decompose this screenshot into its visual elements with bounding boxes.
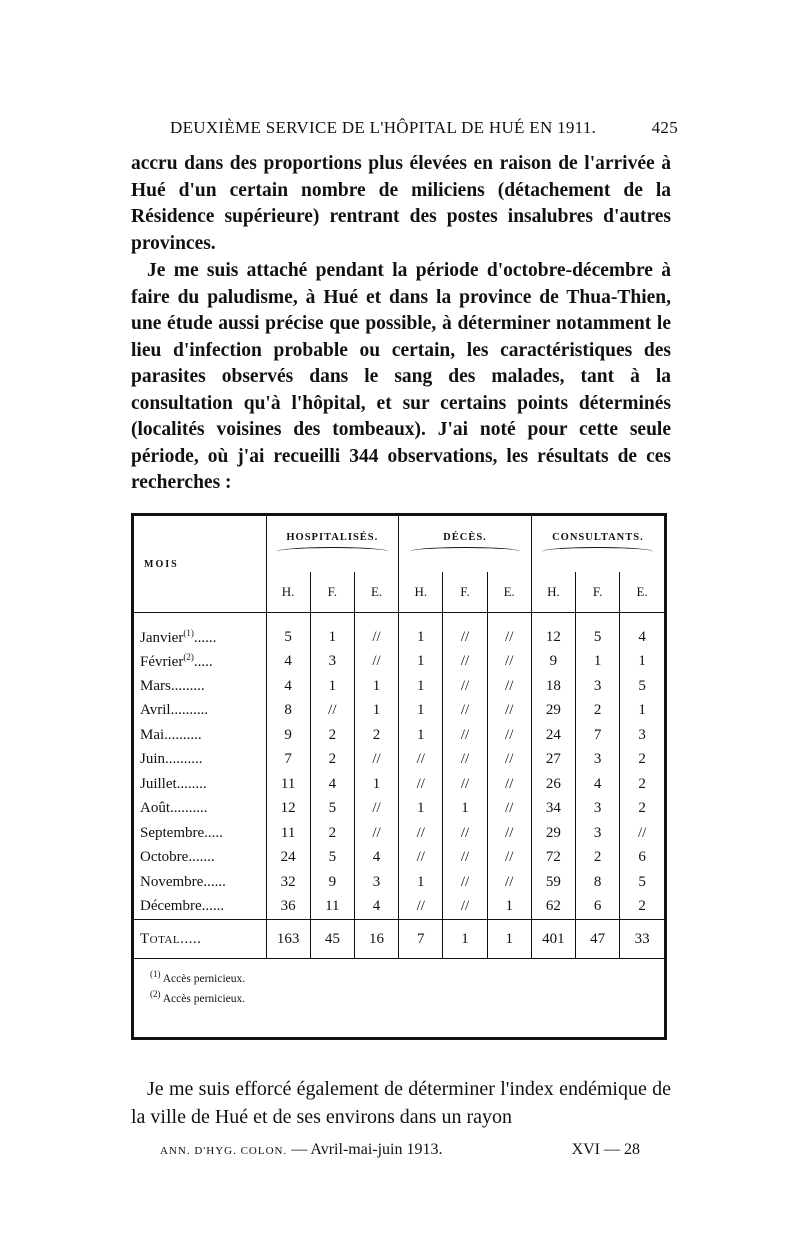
table-row <box>134 613 664 650</box>
month-label: Novembre...... <box>140 873 226 890</box>
table-cell: // <box>443 613 487 650</box>
total-row <box>134 920 664 959</box>
table-cell: 24 <box>266 846 310 871</box>
table-cell: 1 <box>354 699 398 724</box>
table-cell: 9 <box>531 650 575 675</box>
group-header-hospitalises: HOSPITALISÉS. <box>266 516 399 572</box>
month-label: Décembre...... <box>140 898 225 915</box>
table-cell: // <box>443 748 487 773</box>
total-cell: 33 <box>620 920 664 959</box>
table-cell: 2 <box>310 748 354 773</box>
total-cell: 47 <box>576 920 620 959</box>
table-cell: // <box>354 821 398 846</box>
table-cell: 11 <box>310 895 354 920</box>
table-body <box>134 613 664 920</box>
table-cell: // <box>487 870 531 895</box>
table-cell: 59 <box>531 870 575 895</box>
table-cell: // <box>399 748 443 773</box>
table-cell: 27 <box>531 748 575 773</box>
table-cell: 11 <box>266 772 310 797</box>
table-cell: // <box>487 797 531 822</box>
table-cell: 5 <box>620 674 664 699</box>
table-cell: 1 <box>399 870 443 895</box>
table-cell: 1 <box>487 895 531 920</box>
table-cell: 7 <box>576 723 620 748</box>
malaria-table <box>131 513 667 1040</box>
table-cell: 3 <box>354 870 398 895</box>
total-cell: 401 <box>531 920 575 959</box>
table-cell: // <box>487 674 531 699</box>
total-cell: 1 <box>487 920 531 959</box>
table-cell: // <box>487 748 531 773</box>
table-cell: 9 <box>310 870 354 895</box>
month-label: Juillet........ <box>140 775 207 792</box>
table-cell: // <box>399 772 443 797</box>
table-cell: 1 <box>399 674 443 699</box>
subheader: H. <box>266 572 310 613</box>
table-cell: 4 <box>310 772 354 797</box>
table-cell: // <box>443 895 487 920</box>
table-cell: 32 <box>266 870 310 895</box>
table-cell: 5 <box>266 613 310 650</box>
table-row <box>134 821 664 846</box>
month-label: Avril.......... <box>140 702 209 719</box>
month-label: Juin.......... <box>140 751 203 768</box>
table-cell: // <box>399 846 443 871</box>
month-label: Août.......... <box>140 800 208 817</box>
table-cell: 62 <box>531 895 575 920</box>
table-cell: 1 <box>354 772 398 797</box>
table-cell: 4 <box>354 895 398 920</box>
table-cell: 29 <box>531 699 575 724</box>
footer-left: ANN. D'HYG. COLON. — Avril-mai-juin 1913. <box>160 1141 443 1158</box>
paragraph-2: Je me suis attaché pendant la période d'octobre-décembre à faire du paludisme, à Hué et dans la province de Thua-Thien, une étude aussi précise que possible, à déterminer notamment le lieu d'infection probable ou certain, les caractéristiques des parasites observés dans le sang des malades, tant à la consultation qu'à l'hôpital, et sur certains points déterminés (localités voisines des tombeaux). J'ai noté pour cette seule période, où j'ai recueilli 344 observations, les résultats de ces recherches : <box>131 260 671 493</box>
table-row <box>134 846 664 871</box>
table-cell: // <box>487 772 531 797</box>
table-cell: // <box>487 821 531 846</box>
table-footnotes <box>134 959 664 1007</box>
table-cell: 72 <box>531 846 575 871</box>
table-cell: 24 <box>531 723 575 748</box>
table-cell: 3 <box>576 797 620 822</box>
running-title: DEUXIÈME SERVICE DE L'HÔPITAL DE HUÉ EN 1911. <box>170 118 597 137</box>
table-cell: 1 <box>620 699 664 724</box>
table-cell: // <box>399 821 443 846</box>
table-cell: // <box>487 699 531 724</box>
month-label: Janvier$^{(1)}$...... <box>140 627 217 646</box>
table-cell: 12 <box>266 797 310 822</box>
table-cell: 2 <box>576 846 620 871</box>
table-cell: 4 <box>620 613 664 650</box>
table-row <box>134 797 664 822</box>
table-cell: 3 <box>576 674 620 699</box>
table-cell: 2 <box>354 723 398 748</box>
paragraph-1: accru dans des proportions plus élevées en raison de l'arrivée à Hué d'un certain nombre de miliciens (détachement de la Résidence supérieure) rentrant des postes insalubres d'autres provinces. <box>131 153 671 254</box>
group-header-consultants: CONSULTANTS. <box>531 516 664 572</box>
total-cell: 7 <box>399 920 443 959</box>
month-label: Mars......... <box>140 677 205 694</box>
table-cell: 3 <box>620 723 664 748</box>
table-row <box>134 723 664 748</box>
table-cell: 4 <box>266 674 310 699</box>
table-cell: // <box>443 699 487 724</box>
table-cell: 1 <box>443 797 487 822</box>
table-cell: 1 <box>399 613 443 650</box>
table-cell: 29 <box>531 821 575 846</box>
table-cell: 3 <box>576 748 620 773</box>
table-cell: 6 <box>576 895 620 920</box>
table-cell: // <box>443 870 487 895</box>
table-cell: 2 <box>620 797 664 822</box>
mois-header: MOIS <box>134 516 266 613</box>
table-cell: 9 <box>266 723 310 748</box>
table-cell: // <box>487 613 531 650</box>
table-cell: // <box>620 821 664 846</box>
table-cell: // <box>354 613 398 650</box>
table-cell: 2 <box>620 895 664 920</box>
month-label: Septembre..... <box>140 824 223 841</box>
table-cell: // <box>399 895 443 920</box>
subheader: F. <box>576 572 620 613</box>
subheader: F. <box>310 572 354 613</box>
table-cell: // <box>443 723 487 748</box>
table-cell: 36 <box>266 895 310 920</box>
table-cell: // <box>443 846 487 871</box>
table-cell: 4 <box>576 772 620 797</box>
subheader: H. <box>531 572 575 613</box>
page-number: 425 <box>651 118 678 137</box>
table-cell: 12 <box>531 613 575 650</box>
footnote: $^{(2)}$ Accès pernicieux. <box>150 988 246 1005</box>
table-cell: // <box>487 846 531 871</box>
subheader: E. <box>487 572 531 613</box>
table-cell: // <box>443 772 487 797</box>
table-cell: 2 <box>620 772 664 797</box>
month-label: Mai.......... <box>140 726 202 743</box>
month-label: Février$^{(2)}$..... <box>140 652 213 671</box>
table-row <box>134 699 664 724</box>
table-row <box>134 650 664 675</box>
table-cell: 5 <box>620 870 664 895</box>
table-cell: // <box>487 650 531 675</box>
month-label: Octobre....... <box>140 849 215 866</box>
subheader: F. <box>443 572 487 613</box>
table-cell: 1 <box>620 650 664 675</box>
paragraph-3: Je me suis efforcé également de déterminer l'index endémique de la ville de Hué et de ses environs dans un rayon <box>131 1078 671 1128</box>
table-cell: 2 <box>310 723 354 748</box>
table-cell: 5 <box>310 846 354 871</box>
table-cell: 1 <box>399 650 443 675</box>
table-cell: 1 <box>399 797 443 822</box>
table-cell: // <box>310 699 354 724</box>
table-cell: 7 <box>266 748 310 773</box>
total-cell: 1 <box>443 920 487 959</box>
table-row <box>134 772 664 797</box>
table-row <box>134 870 664 895</box>
subheader: E. <box>620 572 664 613</box>
table-cell: 8 <box>266 699 310 724</box>
table-cell: 5 <box>310 797 354 822</box>
table-cell: 2 <box>620 748 664 773</box>
table-cell: 2 <box>576 699 620 724</box>
table-cell: 3 <box>576 821 620 846</box>
table-cell: 34 <box>531 797 575 822</box>
table-cell: 1 <box>310 613 354 650</box>
table-cell: 11 <box>266 821 310 846</box>
total-label: Total..... <box>134 920 266 959</box>
table-cell: // <box>443 821 487 846</box>
table-cell: 8 <box>576 870 620 895</box>
table-cell: 2 <box>310 821 354 846</box>
table-cell: 18 <box>531 674 575 699</box>
table-cell: 4 <box>354 846 398 871</box>
table-cell: 1 <box>576 650 620 675</box>
table-row <box>134 748 664 773</box>
table-cell: 1 <box>354 674 398 699</box>
table-cell: 5 <box>576 613 620 650</box>
table-cell: // <box>354 650 398 675</box>
table-cell: 6 <box>620 846 664 871</box>
total-cell: 163 <box>266 920 310 959</box>
subheader: H. <box>399 572 443 613</box>
table-cell: // <box>487 723 531 748</box>
table-cell: // <box>354 797 398 822</box>
table-cell: 1 <box>310 674 354 699</box>
table-cell: 26 <box>531 772 575 797</box>
subheader: E. <box>354 572 398 613</box>
table-cell: 1 <box>399 699 443 724</box>
group-header-deces: DÉCÈS. <box>399 516 532 572</box>
table-cell: // <box>354 748 398 773</box>
footer-signature: XVI — 28 <box>571 1141 640 1158</box>
total-cell: 16 <box>354 920 398 959</box>
table-cell: 1 <box>399 723 443 748</box>
footnote: $^{(1)}$ Accès pernicieux. <box>150 969 246 985</box>
table-cell: // <box>443 674 487 699</box>
table-cell: 3 <box>310 650 354 675</box>
table-cell: 4 <box>266 650 310 675</box>
running-header <box>170 118 678 138</box>
table-row <box>134 674 664 699</box>
total-cell: 45 <box>310 920 354 959</box>
table-cell: // <box>443 650 487 675</box>
page-footer <box>160 1141 640 1159</box>
data-table <box>134 516 664 959</box>
table-row <box>134 895 664 920</box>
